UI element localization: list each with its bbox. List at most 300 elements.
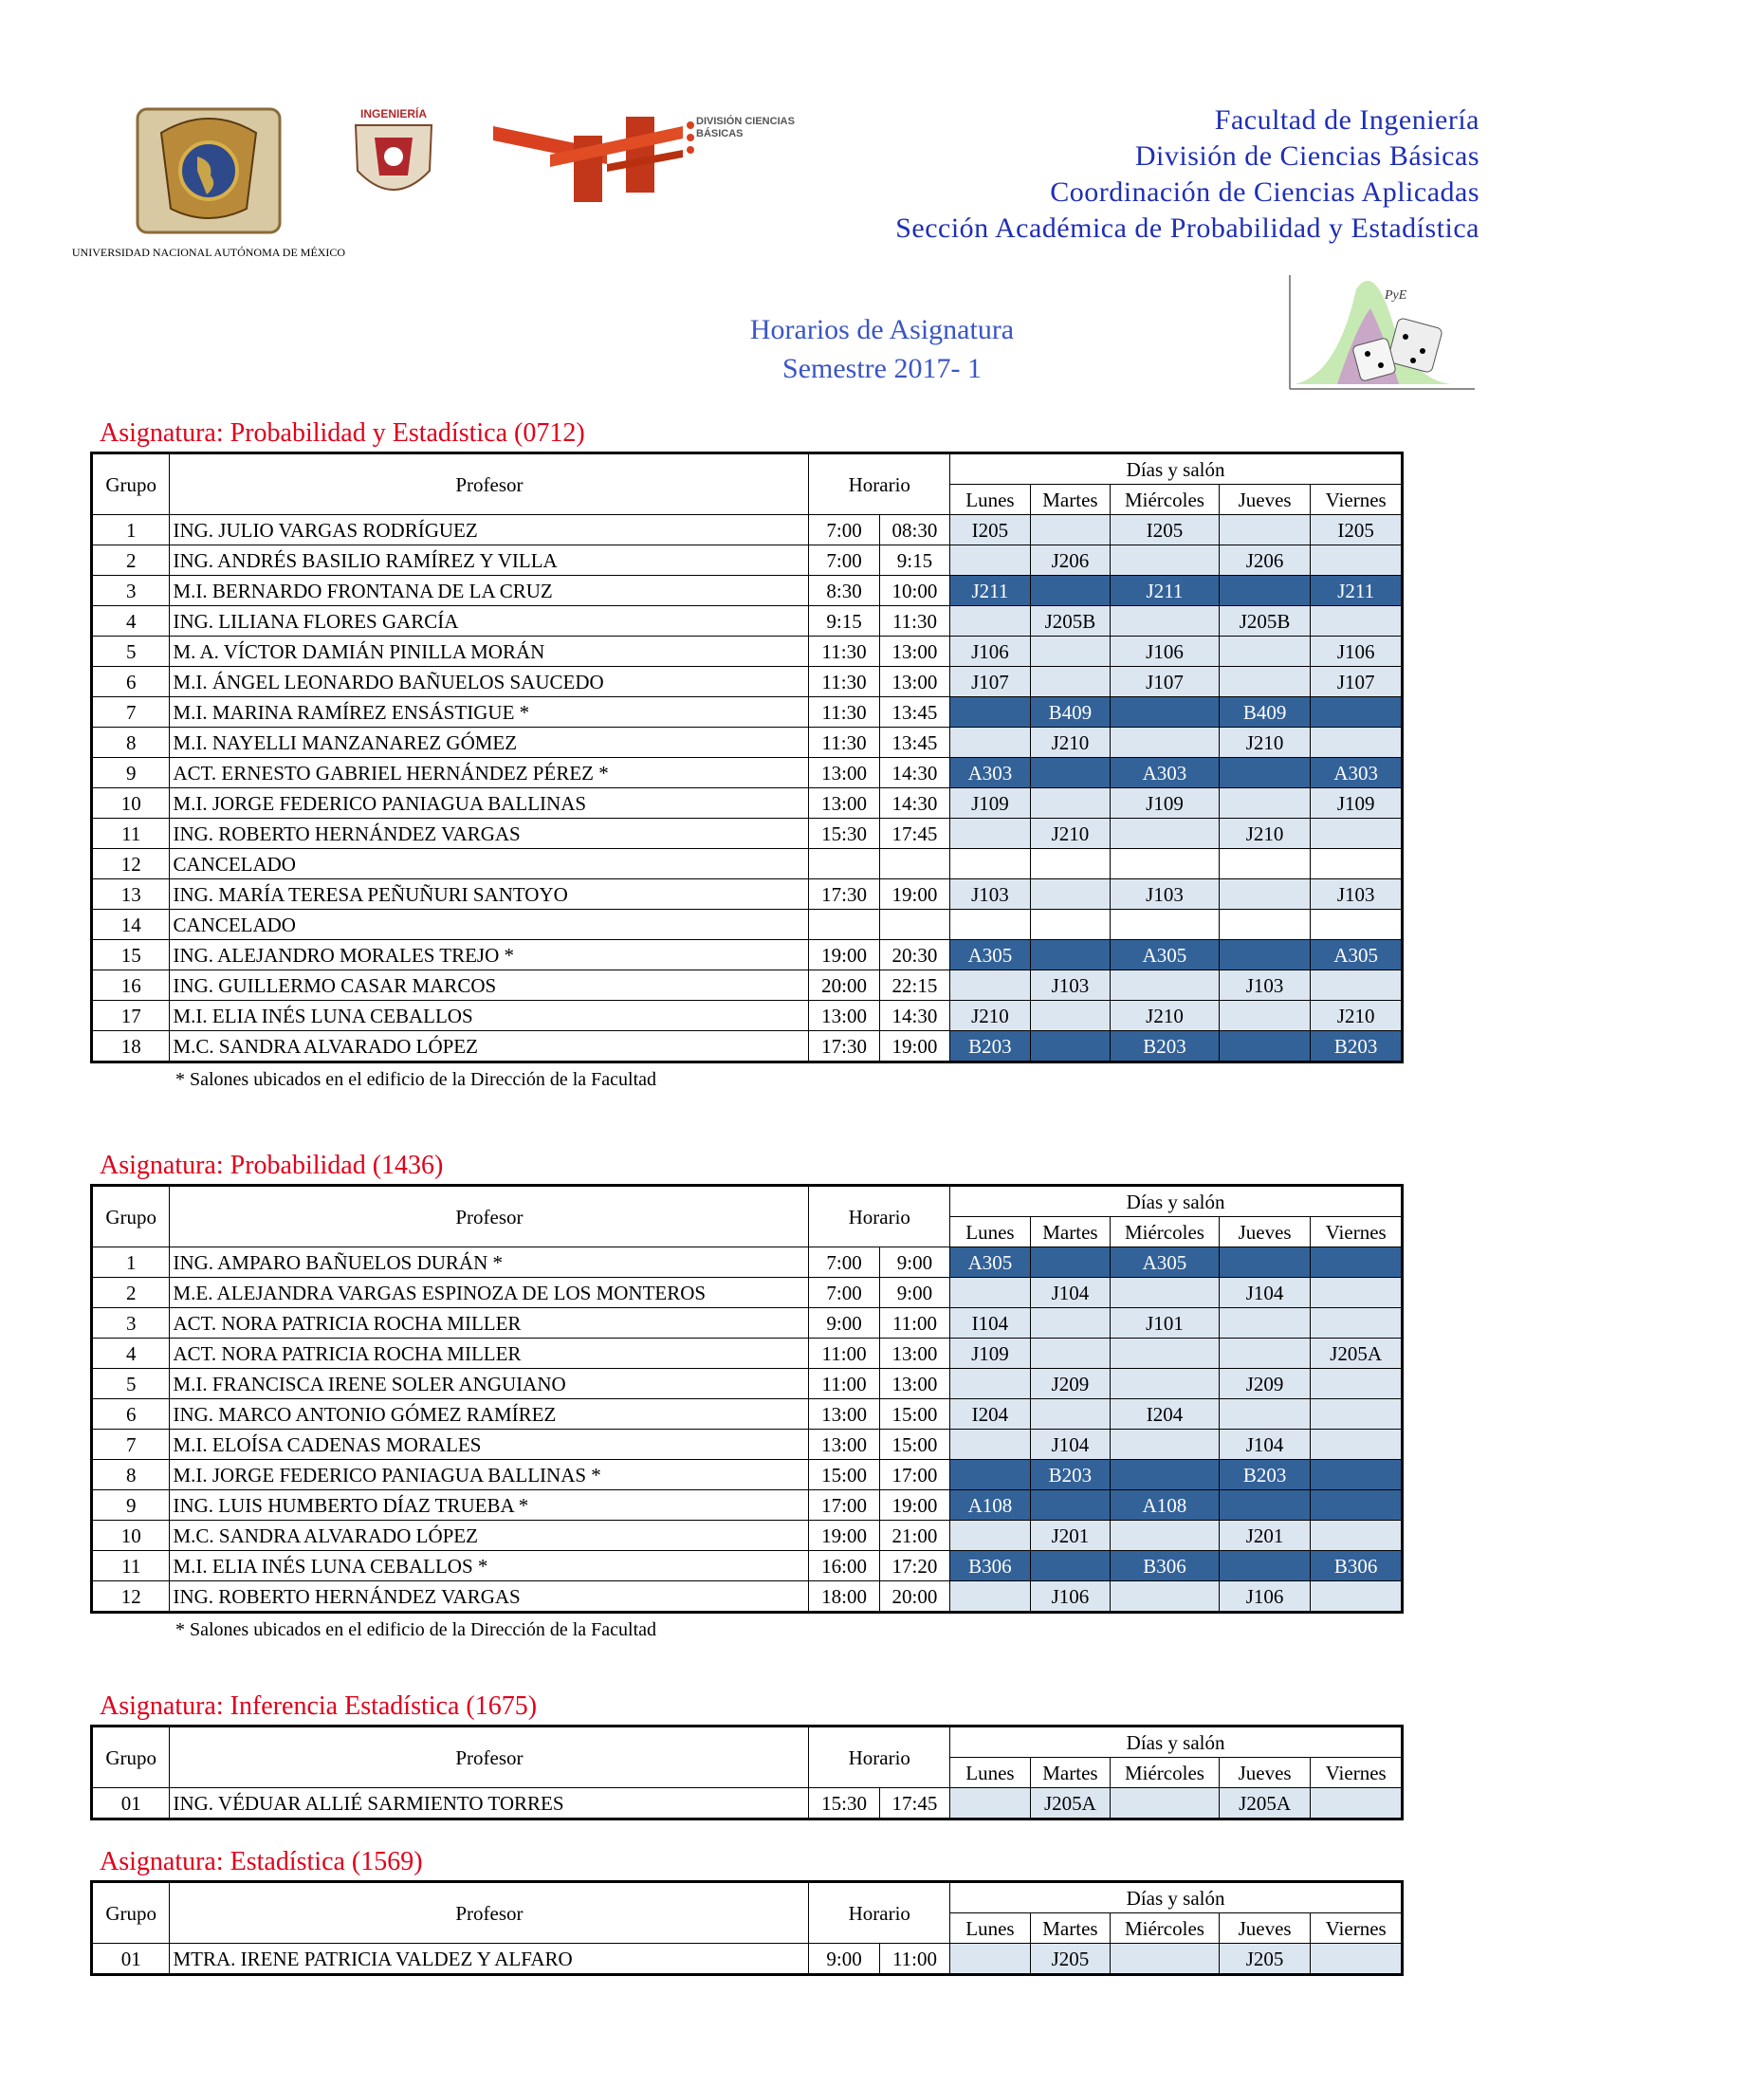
profesor-header: Profesor [170,1727,809,1788]
salon-cell [1111,728,1220,758]
salon-cell: J211 [1311,576,1403,606]
hora-fin-cell: 10:00 [879,576,949,606]
table-row [92,879,1403,910]
grupo-cell: 9 [92,758,170,788]
hora-inicio-cell: 8:30 [809,576,879,606]
table-row [92,1247,1403,1278]
profesor-cell: ING. JULIO VARGAS RODRÍGUEZ [170,515,809,545]
salon-cell [1311,1399,1403,1430]
unam-logo [71,104,346,280]
table-row [92,1460,1403,1490]
salon-cell: J106 [1111,637,1220,667]
salon-cell [1030,758,1110,788]
profesor-cell: ING. LILIANA FLORES GARCÍA [170,606,809,637]
hora-inicio-cell: 15:00 [809,1460,879,1490]
salon-cell [1311,697,1403,728]
salon-cell: J201 [1030,1521,1110,1551]
salon-cell [1311,1430,1403,1460]
salon-cell: A108 [1111,1490,1220,1521]
jueves-header: Jueves [1219,485,1311,515]
salon-cell [950,910,1030,940]
header-line-4: Sección Académica de Probabilidad y Estadística [895,212,1479,244]
salon-cell [1219,788,1311,819]
dias-salon-header: Días y salón [950,1882,1403,1913]
salon-cell [1311,1788,1403,1819]
grupo-cell: 4 [92,606,170,637]
salon-cell [1311,728,1403,758]
salon-cell [1219,940,1311,970]
dias-salon-header: Días y salón [950,1186,1403,1217]
footnote: * Salones ubicados en el edificio de la Dirección de la Facultad [175,1619,657,1640]
salon-cell: I205 [950,515,1030,545]
table-row [92,576,1403,606]
hora-inicio-cell: 16:00 [809,1551,879,1581]
salon-cell [1219,1339,1311,1369]
profesor-cell: M.I. ELOÍSA CADENAS MORALES [170,1430,809,1460]
schedule-table [90,1184,1404,1614]
profesor-cell: M.C. SANDRA ALVARADO LÓPEZ [170,1521,809,1551]
salon-cell [950,545,1030,576]
martes-header: Martes [1030,1913,1110,1944]
header-line-3: Coordinación de Ciencias Aplicadas [1050,176,1479,208]
grupo-cell: 12 [92,849,170,879]
salon-cell [1311,606,1403,637]
hora-fin-cell: 13:45 [879,697,949,728]
salon-cell [950,819,1030,849]
salon-cell [1030,1031,1110,1062]
hora-inicio-cell: 11:30 [809,637,879,667]
hora-inicio-cell: 9:00 [809,1944,879,1975]
hora-inicio-cell: 20:00 [809,970,879,1001]
profesor-cell: ING. AMPARO BAÑUELOS DURÁN * [170,1247,809,1278]
salon-cell [1219,1399,1311,1430]
salon-cell: A305 [1311,940,1403,970]
hora-fin-cell: 22:15 [879,970,949,1001]
salon-cell: J103 [1030,970,1110,1001]
salon-cell [1111,1521,1220,1551]
grupo-cell: 13 [92,879,170,910]
salon-cell: J103 [1219,970,1311,1001]
hora-fin-cell: 17:00 [879,1460,949,1490]
hora-fin-cell [879,849,949,879]
profesor-cell: ING. MARÍA TERESA PEÑUÑURI SANTOYO [170,879,809,910]
table-row [92,1001,1403,1031]
profesor-cell: M.I. ELIA INÉS LUNA CEBALLOS * [170,1551,809,1581]
table-row [92,728,1403,758]
salon-cell [950,970,1030,1001]
salon-cell: J210 [1030,728,1110,758]
salon-cell [1311,1521,1403,1551]
salon-cell: J107 [950,667,1030,697]
profesor-cell: ING. ROBERTO HERNÁNDEZ VARGAS [170,1581,809,1613]
profesor-cell: ING. ALEJANDRO MORALES TREJO * [170,940,809,970]
miercoles-header: Miércoles [1111,1913,1220,1944]
salon-cell [1030,1308,1110,1339]
grupo-cell: 01 [92,1944,170,1975]
dias-salon-header: Días y salón [950,453,1403,485]
salon-cell [1311,910,1403,940]
salon-cell [1311,819,1403,849]
salon-cell: J109 [950,788,1030,819]
pye-logo-text: PyE [1385,288,1407,303]
jueves-header: Jueves [1219,1758,1311,1788]
ingenieria-logo [346,104,441,213]
hora-inicio-cell: 13:00 [809,1001,879,1031]
salon-cell: J209 [1030,1369,1110,1399]
salon-cell [950,1460,1030,1490]
table-row [92,667,1403,697]
profesor-cell: M.I. BERNARDO FRONTANA DE LA CRUZ [170,576,809,606]
schedule-section [90,1689,1413,1820]
salon-cell: B306 [1311,1551,1403,1581]
salon-cell: A305 [950,1247,1030,1278]
hora-inicio-cell: 17:30 [809,879,879,910]
salon-cell: B203 [950,1031,1030,1062]
salon-cell [1311,849,1403,879]
salon-cell [1311,545,1403,576]
salon-cell: J109 [1111,788,1220,819]
hora-fin-cell: 17:45 [879,819,949,849]
profesor-cell: ING. ROBERTO HERNÁNDEZ VARGAS [170,819,809,849]
salon-cell: J205B [1219,606,1311,637]
salon-cell [1219,879,1311,910]
lunes-header: Lunes [950,485,1030,515]
salon-cell: J107 [1311,667,1403,697]
salon-cell [950,849,1030,879]
institution-header [895,102,1479,247]
schedule-section [90,416,1413,1098]
salon-cell [1111,1581,1220,1613]
salon-cell [1111,819,1220,849]
grupo-cell: 1 [92,515,170,545]
hora-fin-cell: 15:00 [879,1399,949,1430]
salon-cell [1219,910,1311,940]
profesor-cell: ING. ANDRÉS BASILIO RAMÍREZ Y VILLA [170,545,809,576]
salon-cell: J106 [1311,637,1403,667]
salon-cell: J211 [950,576,1030,606]
salon-cell [1111,1369,1220,1399]
viernes-header: Viernes [1311,1758,1403,1788]
salon-cell: B409 [1030,697,1110,728]
profesor-cell: ACT. NORA PATRICIA ROCHA MILLER [170,1308,809,1339]
salon-cell: I104 [950,1308,1030,1339]
salon-cell [950,1788,1030,1819]
lunes-header: Lunes [950,1217,1030,1247]
salon-cell [1219,1308,1311,1339]
hora-inicio-cell: 7:00 [809,545,879,576]
profesor-cell: ING. LUIS HUMBERTO DÍAZ TRUEBA * [170,1490,809,1521]
salon-cell: A303 [1111,758,1220,788]
table-row [92,1308,1403,1339]
salon-cell: J104 [1030,1430,1110,1460]
table-row [92,606,1403,637]
grupo-cell: 5 [92,637,170,667]
grupo-cell: 6 [92,667,170,697]
salon-cell [950,1581,1030,1613]
grupo-header: Grupo [92,453,170,515]
grupo-cell: 8 [92,728,170,758]
profesor-cell: M.I. ELIA INÉS LUNA CEBALLOS [170,1001,809,1031]
schedule-table [90,452,1404,1063]
dcb-logo [493,112,806,207]
hora-fin-cell: 9:00 [879,1247,949,1278]
grupo-cell: 14 [92,910,170,940]
salon-cell: J211 [1111,576,1220,606]
hora-fin-cell: 14:30 [879,1001,949,1031]
salon-cell: J106 [1030,1581,1110,1613]
footnote: * Salones ubicados en el edificio de la Dirección de la Facultad [175,1069,657,1090]
hora-fin-cell: 9:00 [879,1278,949,1308]
profesor-cell: M.I. FRANCISCA IRENE SOLER ANGUIANO [170,1369,809,1399]
salon-cell: J103 [1311,879,1403,910]
salon-cell: J101 [1111,1308,1220,1339]
salon-cell: J206 [1219,545,1311,576]
salon-cell: J205 [1030,1944,1110,1975]
salon-cell: J109 [950,1339,1030,1369]
hora-inicio-cell: 7:00 [809,1278,879,1308]
salon-cell [1030,879,1110,910]
hora-inicio-cell: 17:00 [809,1490,879,1521]
salon-cell: I205 [1111,515,1220,545]
grupo-cell: 10 [92,788,170,819]
hora-inicio-cell [809,910,879,940]
grupo-cell: 2 [92,545,170,576]
table-row [92,940,1403,970]
hora-fin-cell: 08:30 [879,515,949,545]
profesor-cell: ACT. NORA PATRICIA ROCHA MILLER [170,1339,809,1369]
table-row [92,1399,1403,1430]
salon-cell [950,606,1030,637]
salon-cell: J205A [1219,1788,1311,1819]
table-row [92,1339,1403,1369]
profesor-cell: M.I. ÁNGEL LEONARDO BAÑUELOS SAUCEDO [170,667,809,697]
viernes-header: Viernes [1311,1913,1403,1944]
salon-cell [1030,637,1110,667]
miercoles-header: Miércoles [1111,1217,1220,1247]
grupo-cell: 01 [92,1788,170,1819]
salon-cell [1030,849,1110,879]
profesor-header: Profesor [170,1186,809,1247]
salon-cell [1030,1339,1110,1369]
table-row [92,637,1403,667]
table-row [92,819,1403,849]
hora-fin-cell: 14:30 [879,758,949,788]
section-title: Asignatura: Probabilidad y Estadística (0712) [100,418,585,448]
salon-cell [1111,545,1220,576]
salon-cell [1111,849,1220,879]
title-line-2: Semestre 2017- 1 [782,353,982,384]
salon-cell: B203 [1030,1460,1110,1490]
salon-cell [1219,667,1311,697]
salon-cell [1219,576,1311,606]
profesor-cell: MTRA. IRENE PATRICIA VALDEZ Y ALFARO [170,1944,809,1975]
salon-cell: J106 [950,637,1030,667]
profesor-header: Profesor [170,453,809,515]
salon-cell [1111,1788,1220,1819]
salon-cell [1311,1247,1403,1278]
hora-inicio-cell: 15:30 [809,819,879,849]
table-row [92,1788,1403,1819]
hora-inicio-cell: 11:00 [809,1339,879,1369]
salon-cell: J106 [1219,1581,1311,1613]
table-row [92,788,1403,819]
salon-cell [1111,1278,1220,1308]
salon-cell: J209 [1219,1369,1311,1399]
table-row [92,1278,1403,1308]
profesor-cell: M. A. VÍCTOR DAMIÁN PINILLA MORÁN [170,637,809,667]
table-row [92,697,1403,728]
profesor-cell: M.I. JORGE FEDERICO PANIAGUA BALLINAS * [170,1460,809,1490]
salon-cell [1030,940,1110,970]
salon-cell: A303 [1311,758,1403,788]
viernes-header: Viernes [1311,1217,1403,1247]
ingenieria-logo-text: INGENIERÍA [359,107,428,120]
table-row [92,1551,1403,1581]
hora-inicio-cell: 13:00 [809,788,879,819]
salon-cell: J205 [1219,1944,1311,1975]
profesor-cell: CANCELADO [170,910,809,940]
salon-cell [1111,1944,1220,1975]
martes-header: Martes [1030,1758,1110,1788]
hora-fin-cell: 13:45 [879,728,949,758]
salon-cell: J104 [1219,1430,1311,1460]
grupo-cell: 3 [92,1308,170,1339]
hora-fin-cell: 17:45 [879,1788,949,1819]
grupo-cell: 11 [92,1551,170,1581]
hora-inicio-cell: 11:30 [809,697,879,728]
grupo-cell: 10 [92,1521,170,1551]
hora-fin-cell: 20:00 [879,1581,949,1613]
salon-cell [950,1278,1030,1308]
miercoles-header: Miércoles [1111,485,1220,515]
salon-cell: J104 [1219,1278,1311,1308]
profesor-cell: ACT. ERNESTO GABRIEL HERNÁNDEZ PÉREZ * [170,758,809,788]
grupo-header: Grupo [92,1186,170,1247]
salon-cell: B306 [950,1551,1030,1581]
hora-fin-cell: 14:30 [879,788,949,819]
salon-cell [1311,1278,1403,1308]
grupo-cell: 11 [92,819,170,849]
salon-cell [1111,910,1220,940]
hora-inicio-cell [809,849,879,879]
salon-cell [1219,758,1311,788]
salon-cell: J205B [1030,606,1110,637]
salon-cell: B203 [1111,1031,1220,1062]
profesor-cell: M.C. SANDRA ALVARADO LÓPEZ [170,1031,809,1062]
salon-cell: I204 [950,1399,1030,1430]
table-row [92,1490,1403,1521]
horario-header: Horario [809,1882,950,1944]
hora-fin-cell: 13:00 [879,667,949,697]
salon-cell: J210 [950,1001,1030,1031]
salon-cell: J210 [1311,1001,1403,1031]
table-row [92,1430,1403,1460]
salon-cell: J201 [1219,1521,1311,1551]
salon-cell [1219,1001,1311,1031]
martes-header: Martes [1030,1217,1110,1247]
salon-cell [1030,910,1110,940]
salon-cell: J210 [1219,728,1311,758]
hora-fin-cell: 21:00 [879,1521,949,1551]
table-row [92,1521,1403,1551]
hora-inicio-cell: 9:15 [809,606,879,637]
salon-cell: B203 [1311,1031,1403,1062]
schedule-section [90,1844,1413,1976]
salon-cell [1311,1308,1403,1339]
salon-cell: B306 [1111,1551,1220,1581]
profesor-header: Profesor [170,1882,809,1944]
salon-cell [1219,515,1311,545]
table-row [92,515,1403,545]
salon-cell: J103 [950,879,1030,910]
salon-cell [950,728,1030,758]
grupo-cell: 4 [92,1339,170,1369]
dcb-logo-text: DIVISIÓN CIENCIAS BÁSICAS [696,116,795,139]
salon-cell: J107 [1111,667,1220,697]
table-row [92,910,1403,940]
salon-cell: A305 [950,940,1030,970]
hora-inicio-cell: 7:00 [809,515,879,545]
salon-cell [1111,1339,1220,1369]
grupo-cell: 6 [92,1399,170,1430]
profesor-cell: ING. VÉDUAR ALLIÉ SARMIENTO TORRES [170,1788,809,1819]
viernes-header: Viernes [1311,485,1403,515]
salon-cell [950,1944,1030,1975]
salon-cell [950,1521,1030,1551]
grupo-cell: 9 [92,1490,170,1521]
profesor-cell: M.E. ALEJANDRA VARGAS ESPINOZA DE LOS MONTEROS [170,1278,809,1308]
horario-header: Horario [809,453,950,515]
salon-cell [1219,1247,1311,1278]
salon-cell: J210 [1219,819,1311,849]
salon-cell: J206 [1030,545,1110,576]
grupo-cell: 12 [92,1581,170,1613]
grupo-cell: 8 [92,1460,170,1490]
section-title: Asignatura: Probabilidad (1436) [100,1151,444,1180]
miercoles-header: Miércoles [1111,1758,1220,1788]
salon-cell: J103 [1111,879,1220,910]
hora-fin-cell: 13:00 [879,1339,949,1369]
profesor-cell: CANCELADO [170,849,809,879]
hora-fin-cell [879,910,949,940]
hora-fin-cell: 11:30 [879,606,949,637]
salon-cell [1030,1001,1110,1031]
salon-cell [1311,1944,1403,1975]
salon-cell [1030,788,1110,819]
salon-cell [1219,1551,1311,1581]
lunes-header: Lunes [950,1758,1030,1788]
horario-header: Horario [809,1186,950,1247]
hora-inicio-cell: 13:00 [809,1430,879,1460]
grupo-cell: 7 [92,697,170,728]
header-line-2: División de Ciencias Básicas [1134,140,1479,172]
salon-cell [1030,667,1110,697]
salon-cell [1111,606,1220,637]
salon-cell [1311,1581,1403,1613]
salon-cell [1311,1460,1403,1490]
hora-fin-cell: 15:00 [879,1430,949,1460]
hora-inicio-cell: 17:30 [809,1031,879,1062]
salon-cell: J210 [1111,1001,1220,1031]
salon-cell [950,1430,1030,1460]
jueves-header: Jueves [1219,1913,1311,1944]
grupo-header: Grupo [92,1727,170,1788]
salon-cell [950,1369,1030,1399]
lunes-header: Lunes [950,1913,1030,1944]
table-row [92,1369,1403,1399]
hora-fin-cell: 13:00 [879,1369,949,1399]
salon-cell [1219,1031,1311,1062]
